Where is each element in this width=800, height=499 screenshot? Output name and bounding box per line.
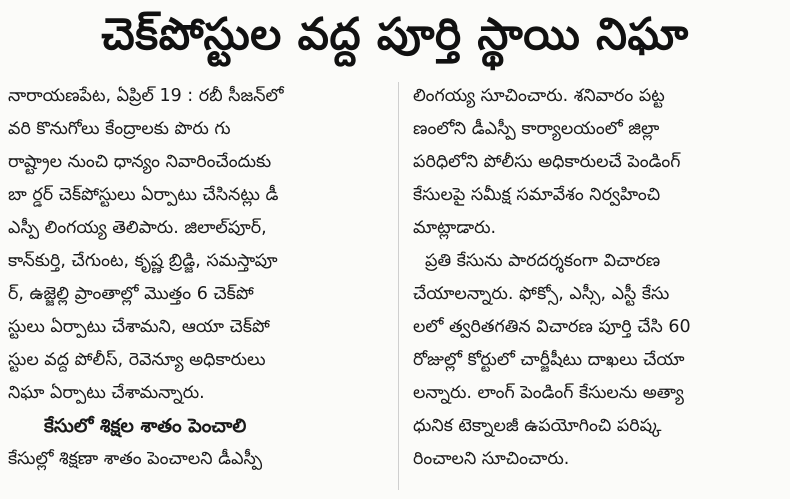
article-line: మాట్లాడారు. (413, 218, 497, 238)
article-line: లలో త్వరితగతిన విచారణ పూర్తి చేసి 60 (413, 317, 691, 337)
article-line: లన్నారు. లాంగ్ పెండింగ్ కేసులను అత్యా (413, 383, 684, 403)
left-column (0, 80, 378, 476)
article-line: బా ర్డర్ చెక్‌పోస్టులు ఏర్పాటు చేసినట్లు డీ (8, 185, 279, 205)
article-line: ణంలోని డీఎస్పీ కార్యాలయంలో జిల్లా (413, 119, 660, 139)
right-column (413, 80, 783, 476)
article-line: లింగయ్య సూచించారు. శనివారం పట్ట (413, 86, 665, 106)
article-line: రించాలని సూచించారు. (413, 449, 570, 469)
article-line: ర్, ఉజ్జెల్లి ప్రాంతాల్లో మొత్తం 6 చెక్‌పో (8, 284, 254, 304)
article-line: రోజుల్లో కోర్టులో చార్జీషీటు దాఖలు చేయా (413, 350, 685, 370)
headline: చెక్‌పోస్టుల వద్ద పూర్తి స్థాయి నిఘా (101, 9, 689, 60)
article-line: చేయాలన్నారు. ఫోక్సో, ఎస్సీ, ఎస్టీ కేసు (413, 284, 670, 304)
article-line: పరిధిలోని పోలీసు అధికారులచే పెండింగ్ (413, 152, 681, 172)
article-line: కేసుల్లో శిక్షణా శాతం పెంచాలని డీఎస్పీ (8, 449, 263, 469)
subheading: కేసులో శిక్షల శాతం పెంచాలి (44, 415, 247, 437)
article-line: ఎస్పీ లింగయ్య తెలిపారు. జిలాల్‌పూర్, (8, 218, 267, 238)
article-line: కాన్‌కుర్తి, చేగుంట, కృష్ణ బ్రిడ్జి, సమస్తాపూ (8, 251, 278, 271)
article-line: స్టుల వద్ద పోలీస్, రెవెన్యూ అధికారులు (8, 350, 266, 370)
article-line: ధునిక టెక్నాలజీ ఉపయోగించి పరిష్క (413, 416, 662, 436)
column-divider (398, 82, 399, 490)
article-line: నిఘా ఏర్పాటు చేశామన్నారు. (8, 383, 205, 403)
article-line: నారాయణపేట, ఏప్రిల్ 19 : రబీ సీజన్‌లో (8, 86, 284, 106)
article-line: స్టులు ఏర్పాటు చేశామని, ఆయా చెక్‌పో (8, 317, 270, 337)
article-line: కేసులపై సమీక్ష సమావేశం నిర్వహించి (413, 185, 661, 205)
article-line: వరి కొనుగోలు కేంద్రాలకు పొరు గు (8, 119, 231, 139)
article-line: రాష్ట్రాల నుంచి ధాన్యం నివారించేందుకు (8, 152, 272, 172)
article-line: ప్రతి కేసును పారదర్శకంగా విచారణ (425, 251, 661, 271)
